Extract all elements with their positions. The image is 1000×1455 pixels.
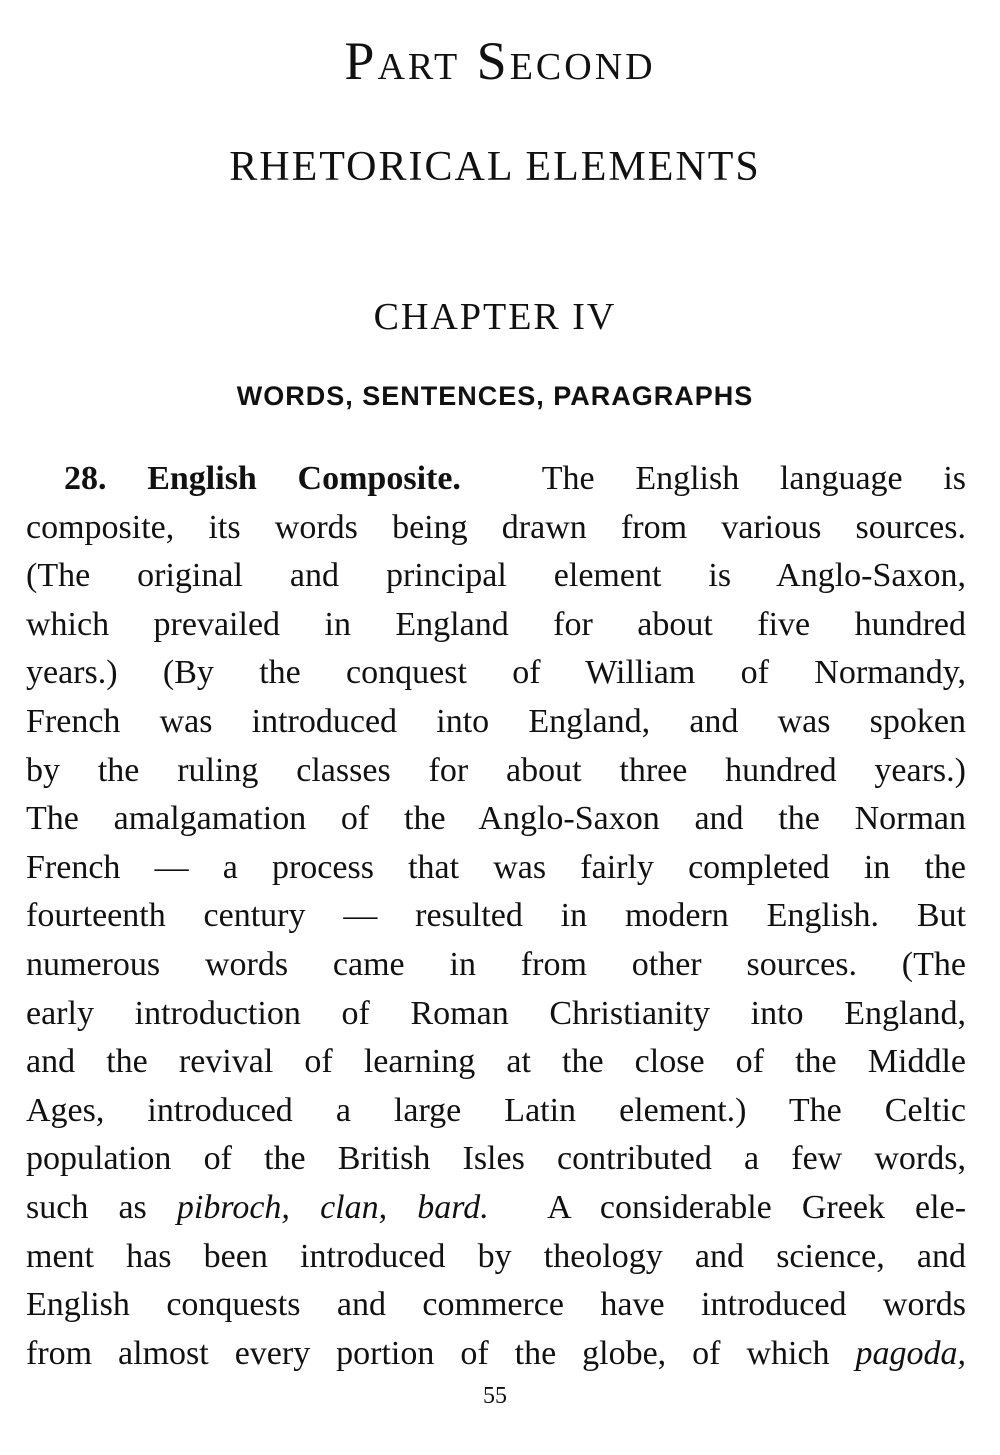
- chapter-title: CHAPTER IV: [373, 296, 617, 338]
- text-line: by the ruling classes for about three hundred years.): [26, 751, 966, 789]
- text-line: and the revival of learning at the close of the Middle: [26, 1043, 966, 1081]
- page-number: 55: [483, 1383, 507, 1409]
- text-line: ment has been introduced by theology and science, and: [26, 1237, 966, 1275]
- text-line: [26, 1184, 966, 1233]
- text-line: The amalgamation of the Anglo-Saxon and the Norman: [26, 800, 966, 838]
- italic-word: pibroch,: [176, 1188, 290, 1226]
- italic-word: pagoda,: [855, 1334, 966, 1372]
- text-line: which prevailed in England for about five hundred: [26, 605, 966, 643]
- text-fragment: such as: [26, 1188, 177, 1226]
- text-line: [26, 455, 966, 504]
- text-line: early introduction of Roman Christianity into England,: [26, 994, 966, 1032]
- text-line-content: The English language is: [541, 460, 967, 497]
- italic-word: bard.: [417, 1188, 489, 1226]
- chapter-subtitle: WORDS, SENTENCES, PARAGRAPHS: [236, 381, 754, 411]
- text-line: numerous words came in from other sources. (The: [26, 945, 966, 983]
- italic-word: clan,: [320, 1188, 388, 1226]
- text-line: [26, 1330, 966, 1379]
- text-line: population of the British Isles contributed a few words,: [26, 1140, 966, 1178]
- text-line: years.) (By the conquest of William of Normandy,: [26, 654, 966, 692]
- text-line: (The original and principal element is Anglo-Saxon,: [26, 557, 966, 595]
- text-line: French — a process that was fairly completed in the: [26, 848, 966, 886]
- text-line: French was introduced into England, and was spoken: [26, 702, 966, 740]
- text-line: fourteenth century — resulted in modern English. But: [26, 897, 966, 935]
- text-line: English conquests and commerce have introduced words: [26, 1286, 966, 1324]
- text-fragment: from almost every portion of the globe, of which: [26, 1334, 830, 1372]
- section-heading: English Composite.: [147, 460, 461, 497]
- part-title: Part Second: [344, 31, 656, 91]
- section-title: RHETORICAL ELEMENTS: [229, 144, 761, 190]
- text-line: Ages, introduced a large Latin element.) The Celtic: [26, 1091, 966, 1129]
- text-line: composite, its words being drawn from various sources.: [26, 508, 966, 546]
- text-fragment: A considerable Greek ele-: [547, 1188, 967, 1226]
- section-number: 28.: [64, 460, 107, 497]
- body-paragraph: [26, 455, 966, 1378]
